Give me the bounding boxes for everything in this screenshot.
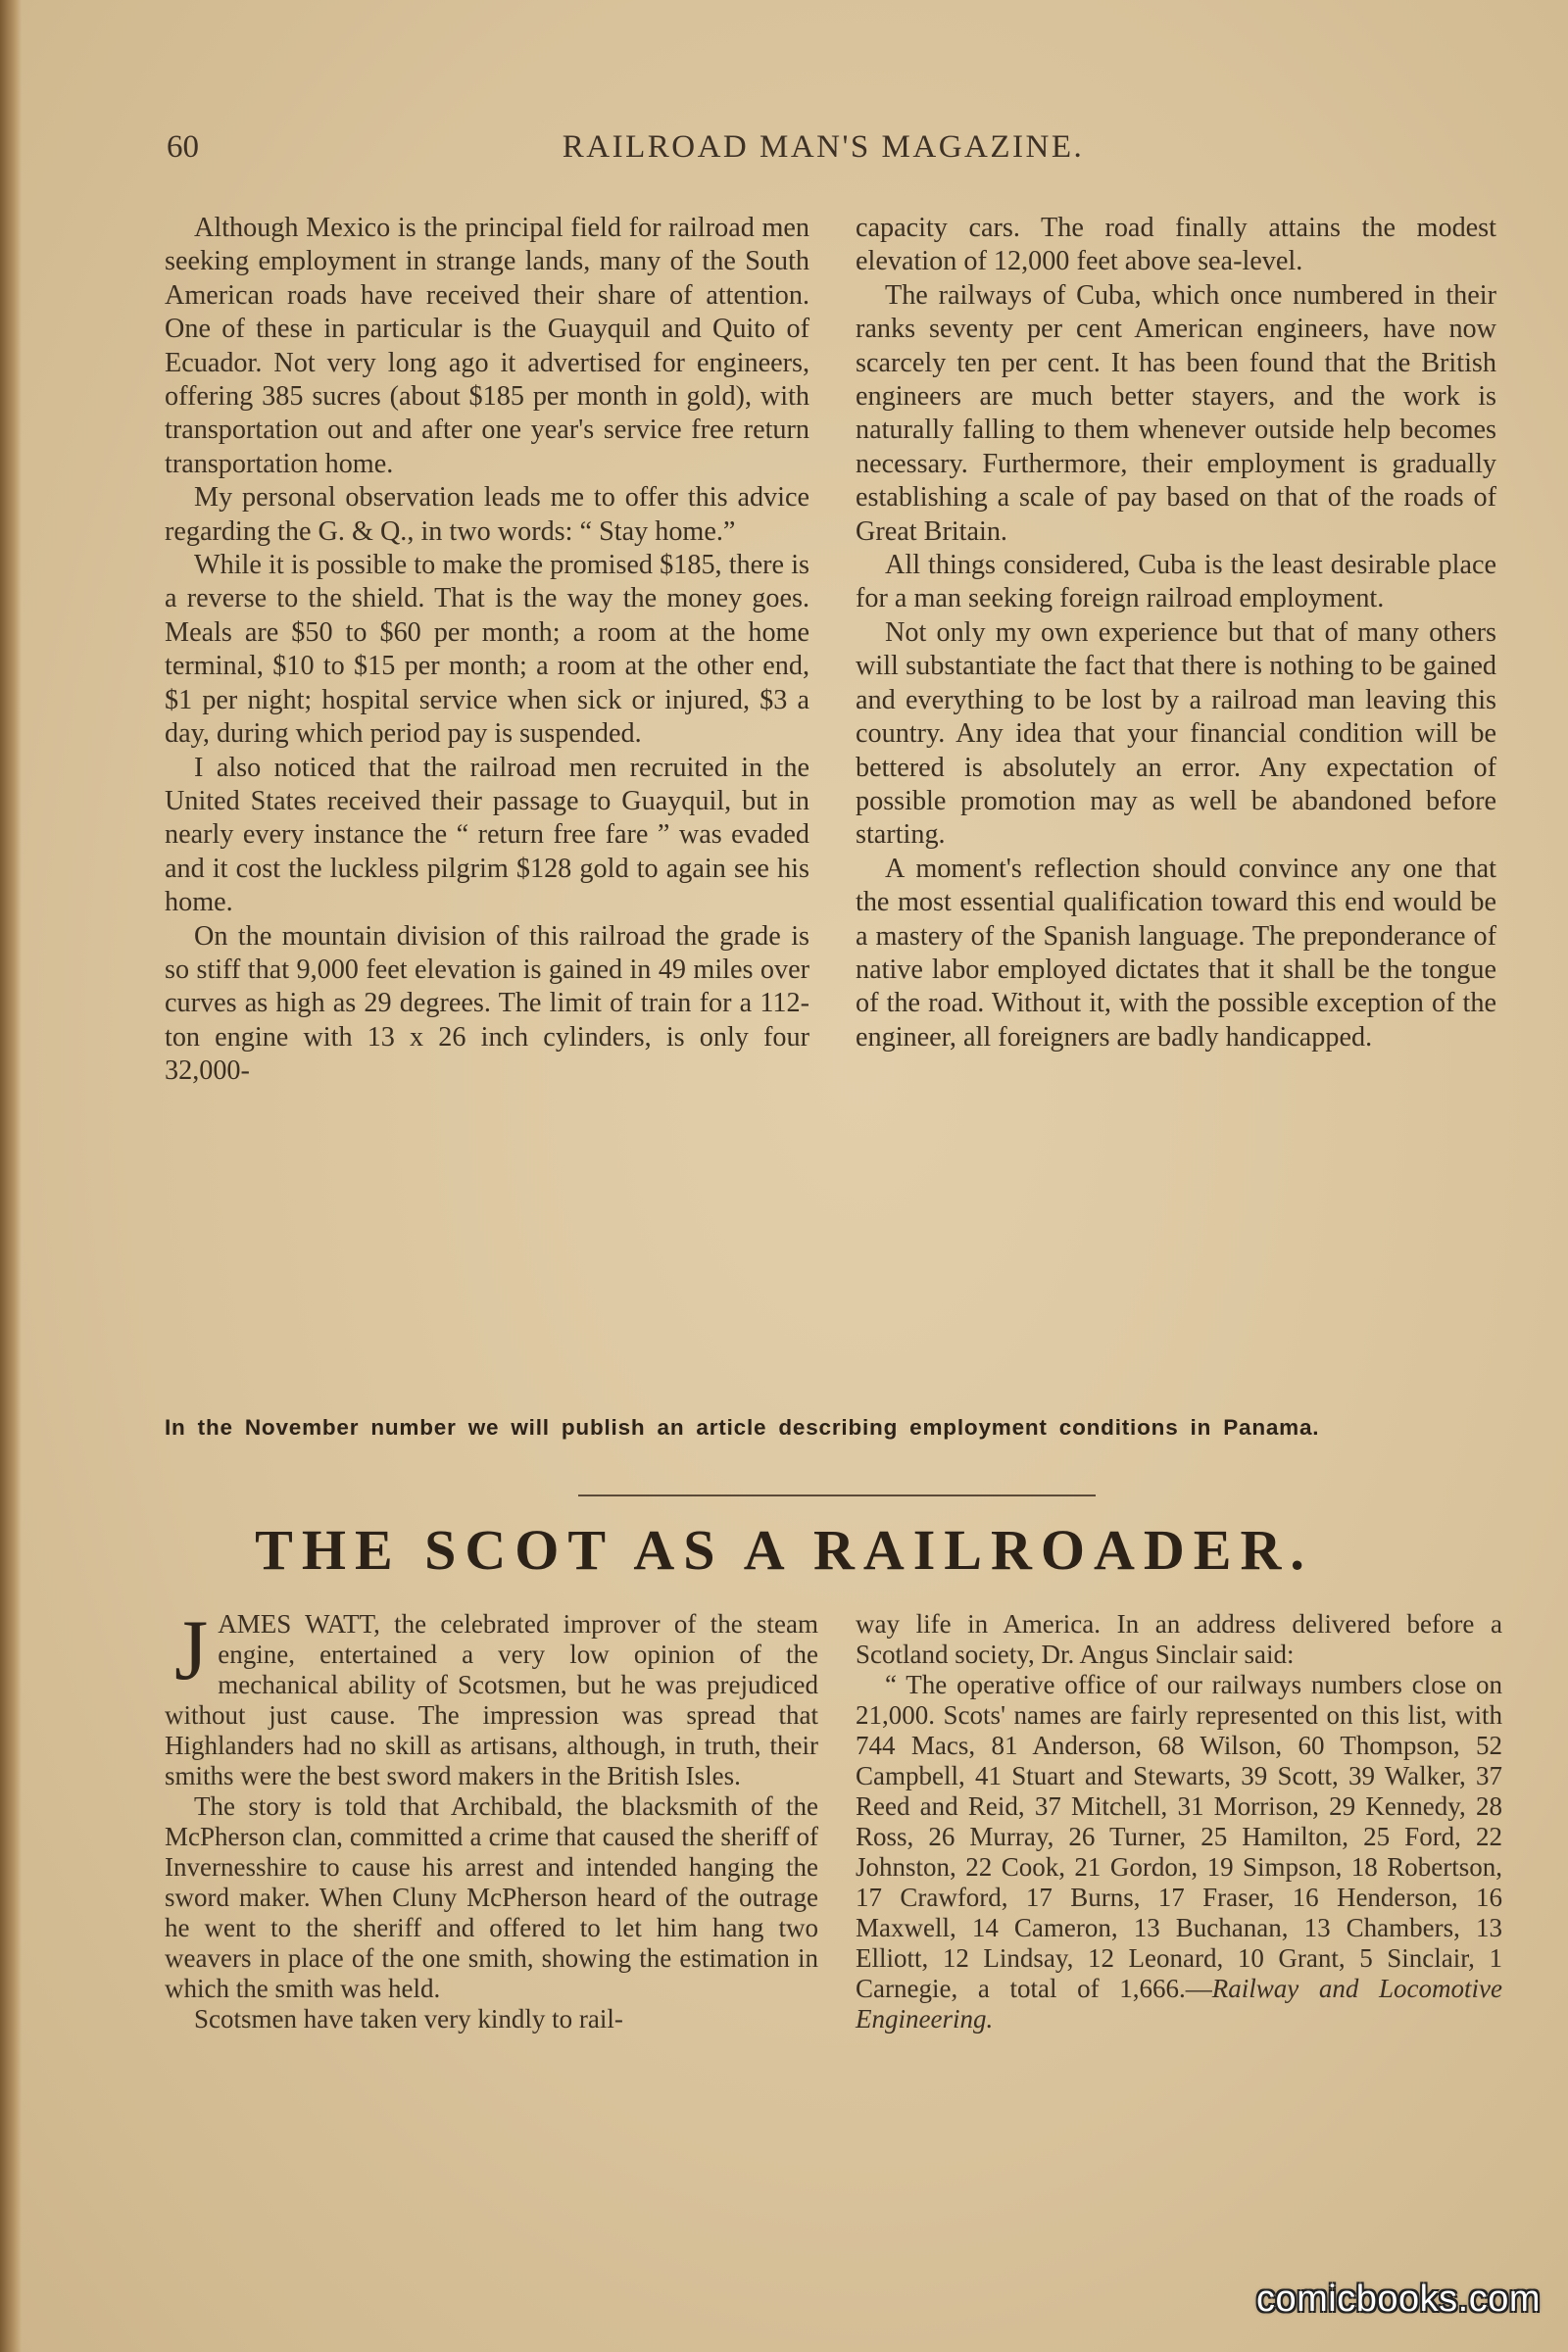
article1-left-column bbox=[165, 212, 809, 1089]
article2-right-column bbox=[856, 1609, 1502, 2034]
paragraph: I also noticed that the railroad men recruited in the United States received their passage to Guayquil, but in nearly every instance the “ return free fare ” was evaded and it cost the luckless pilgrim $128 gold to again see his home. bbox=[165, 752, 809, 918]
article2-left-column bbox=[165, 1603, 818, 2034]
opening-paragraph bbox=[165, 1603, 818, 1791]
quote-paragraph bbox=[856, 1670, 1502, 2034]
paragraph: The story is told that Archibald, the blacksmith of the McPherson clan, committed a crime that caused the sheriff of Invernesshire to cause his arrest and intended hanging the sword maker. When Cluny McPherson heard of the outrage he went to the sheriff and offered to let him hang two weavers in place of the one smith, showing the estimation in which the smith was held. bbox=[165, 1791, 818, 2003]
editor-notice: In the November number we will publish an article describing employment conditions in Panama. bbox=[165, 1415, 1320, 1440]
source-citation: Railway and Locomotive Engineering. bbox=[856, 1974, 1502, 2034]
section-divider bbox=[578, 1494, 1096, 1496]
book-spine-edge bbox=[0, 0, 22, 2352]
drop-cap: J bbox=[174, 1603, 209, 1698]
running-head: RAILROAD MAN'S MAGAZINE. bbox=[562, 129, 1085, 165]
paragraph: My personal observation leads me to offer this advice regarding the G. & Q., in two words: “ Stay home.” bbox=[165, 482, 809, 547]
paragraph: way life in America. In an address delivered before a Scotland society, Dr. Angus Sinclair said: bbox=[856, 1609, 1502, 1669]
paragraph: The railways of Cuba, which once numbered in their ranks seventy per cent American engineers, have now scarcely ten per cent. It has been found that the British engineers are much better stayers, and the work is naturally falling to them whenever outside help becomes necessary. Furthermore, their employment is gradually establishing a scale of pay based on that of the roads of Great Britain. bbox=[856, 279, 1496, 547]
paragraph: Although Mexico is the principal field for railroad men seeking employment in strange lands, many of the South American roads have received their share of attention. One of these in particular is the Guayquil and Quito of Ecuador. Not very long ago it advertised for engineers, offering 385 sucres (about $185 per month in gold), with transportation out and after one year's service free return transportation home. bbox=[165, 213, 809, 479]
article-title: THE SCOT AS A RAILROADER. bbox=[255, 1518, 1313, 1582]
article1-right-column bbox=[856, 212, 1496, 1054]
paragraph: A moment's reflection should convince any one that the most essential qualification toward this end would be a mastery of the Spanish language. The preponderance of native labor employed dictates that it shall be the tongue of the road. Without it, with the possible exception of the engineer, all foreigners are badly handicapped. bbox=[856, 853, 1496, 1053]
page-header bbox=[0, 129, 1568, 176]
site-watermark: comicbooks.com bbox=[1256, 2278, 1541, 2320]
paragraph: On the mountain division of this railroad the grade is so stiff that 9,000 feet elevation is gained in 49 miles over curves as high as 29 degrees. The limit of train for a 112-ton engine with 13 x 26 inch cylinders, is only four 32,000- bbox=[165, 920, 809, 1087]
paragraph: Not only my own experience but that of many others will substantiate the fact that there is nothing to be gained and everything to be lost by a railroad man leaving this country. Any idea that your financial condition will be bettered is absolutely an error. Any expectation of possible promotion may as well be abandoned before starting. bbox=[856, 616, 1496, 851]
paragraph: All things considered, Cuba is the least desirable place for a man seeking foreign railroad employment. bbox=[856, 550, 1496, 614]
page-number: 60 bbox=[167, 129, 199, 165]
opening-paragraph-text: AMES WATT, the celebrated improver of the steam engine, entertained a very low opinion of the mechanical ability of Scotsmen, but he was prejudiced without just cause. The impression was spread that Highlanders had no skill as artisans, although, in truth, their smiths were the best sword makers in the British Isles. bbox=[165, 1609, 818, 1790]
quote-text: “ The operative office of our railways numbers close on 21,000. Scots' names are fairly represented on this list, with 744 Macs, 81 Anderson, 68 Wilson, 60 Thompson, 52 Campbell, 41 Stuart and Stewarts, 39 Scott, 39 Walker, 37 Reed and Reid, 37 Mitchell, 31 Morrison, 29 Kennedy, 28 Ross, 26 Murray, 26 Turner, 25 Hamilton, 25 Ford, 22 Johnston, 22 Cook, 21 Gordon, 19 Simpson, 18 Robertson, 17 Crawford, 17 Burns, 17 Fraser, 16 Henderson, 16 Maxwell, 14 Cameron, 13 Buchanan, 13 Chambers, 13 Elliott, 12 Lindsay, 12 Leonard, 10 Grant, 5 Sinclair, 1 Carnegie, a total of 1,666.— bbox=[856, 1670, 1502, 2003]
paragraph: Scotsmen have taken very kindly to rail- bbox=[194, 2004, 623, 2034]
paragraph: While it is possible to make the promised $185, there is a reverse to the shield. That is the way the money goes. Meals are $50 to $60 per month; a room at the home terminal, $10 to $15 per month; a room at the other end, $1 per night; hospital service when sick or injured, $3 a day, during which period pay is suspended. bbox=[165, 550, 809, 750]
paragraph: capacity cars. The road finally attains the modest elevation of 12,000 feet above sea-level. bbox=[856, 213, 1496, 277]
